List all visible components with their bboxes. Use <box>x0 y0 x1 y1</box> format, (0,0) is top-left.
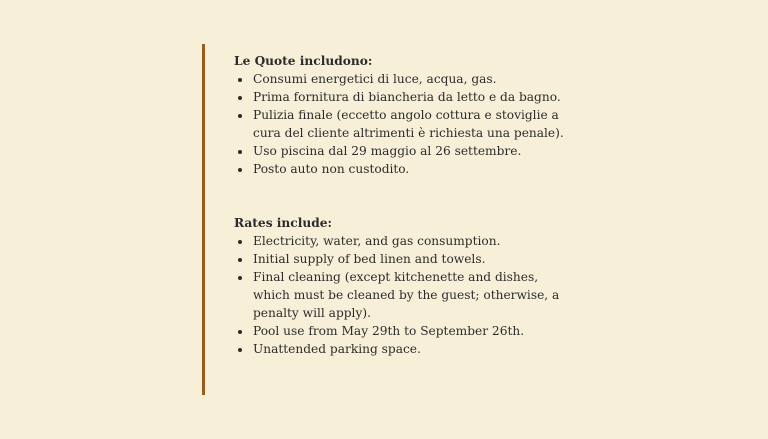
list-item: Initial supply of bed linen and towels. <box>234 250 564 268</box>
list-item: Uso piscina dal 29 maggio al 26 settembre. <box>234 142 564 160</box>
section-title-italian: Le Quote includono: <box>234 54 373 68</box>
list-item: Prima fornitura di biancheria da letto e da bagno. <box>234 88 564 106</box>
rates-content <box>234 52 564 358</box>
list-english <box>234 232 564 358</box>
vertical-divider-rule <box>202 44 205 395</box>
list-italian <box>234 70 564 178</box>
list-item: Posto auto non custodito. <box>234 160 564 178</box>
list-item: Unattended parking space. <box>234 340 564 358</box>
list-item: Consumi energetici di luce, acqua, gas. <box>234 70 564 88</box>
list-item: Pulizia finale (eccetto angolo cottura e stoviglie a cura del cliente altrimenti è richiesta una penale). <box>234 106 564 142</box>
list-item: Electricity, water, and gas consumption. <box>234 232 564 250</box>
section-italian <box>234 52 564 178</box>
list-item: Final cleaning (except kitchenette and dishes, which must be cleaned by the guest; otherwise, a penalty will apply). <box>234 268 564 322</box>
list-item: Pool use from May 29th to September 26th. <box>234 322 564 340</box>
section-english <box>234 214 564 358</box>
section-title-english: Rates include: <box>234 216 332 230</box>
